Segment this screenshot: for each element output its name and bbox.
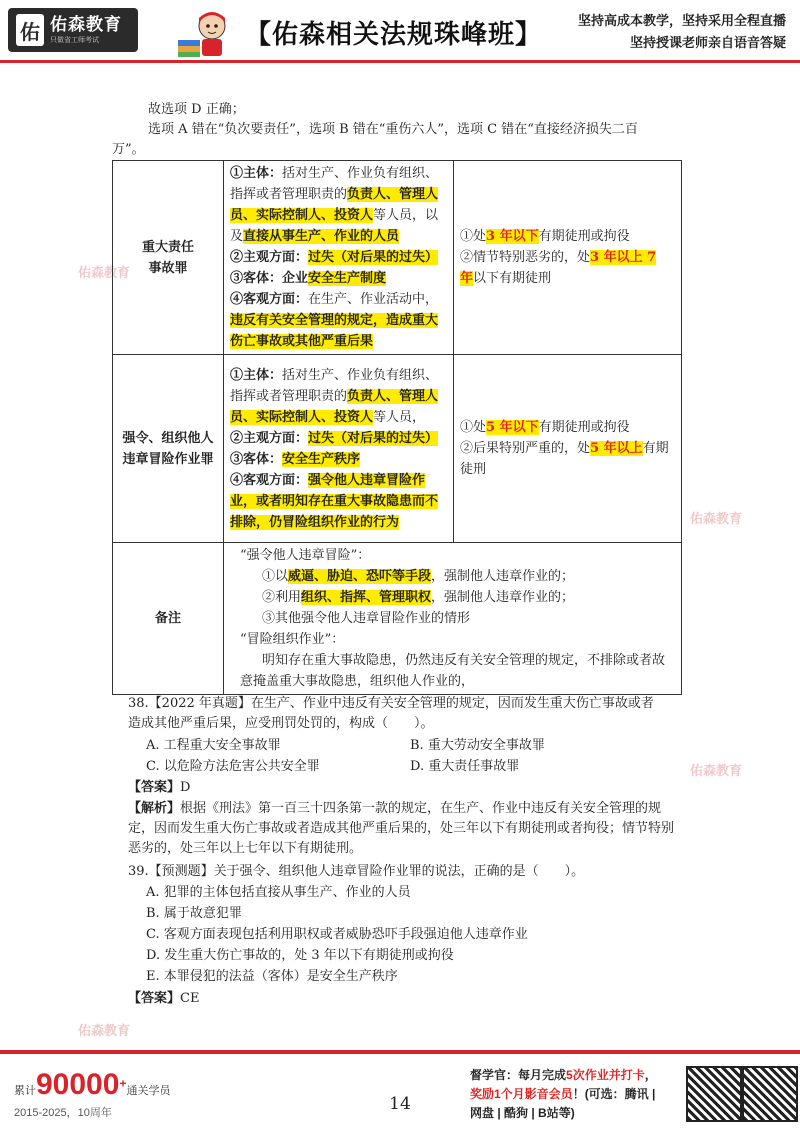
q38-stem-line-1: 38.【2022 年真题】在生产、作业中违反有关安全管理的规定，因而发生重大伤亡事故或者 — [128, 696, 654, 711]
graduate-count: 90000 — [36, 1068, 120, 1101]
constituent-elements-cell: ①主体：括对生产、作业负有组织、指挥或者管理职责的负责人、管理人员、实际控制人、投资人等人员，以及直接从事生产、作业的人员 ②主观方面：过失（对后果的过失） ③客体：企业安全生产制度 ④客观方面：在生产、作业活动中，违反有关安全管理的规定，造成重大伤亡事故或其他严重后果 — [224, 161, 454, 355]
header-divider — [0, 60, 800, 63]
q39-stem: 39.【预测题】关于强令、组织他人违章冒险作业罪的说法，正确的是（ ）。 — [128, 864, 585, 879]
mascot-illustration — [174, 6, 230, 58]
q39-option-c: C. 客观方面表现包括利用职权或者威胁恐吓手段强迫他人违章作业 — [146, 927, 528, 942]
penalty-cell: ①处3 年以下有期徒刑或拘役 ②情节特别恶劣的，处3 年以上 7 年以下有期徒刑 — [454, 161, 682, 355]
crime-name-cell — [113, 161, 224, 355]
page-number: 14 — [389, 1094, 411, 1114]
note-content-cell: “强令他人违章冒险”： ①以威逼、胁迫、恐吓等手段，强制他人违章作业的； ②利用组织、指挥、管理职权，强制他人违章作业的； ③其他强令他人违章冒险作业的情形 “冒险组织作业”： 明知存在重大事故隐患，仍然违反有关安全管理的规定，不排除或者故意掩盖重大事故隐患，组织他人作业的， — [224, 543, 682, 695]
footer-divider — [0, 1050, 800, 1054]
header-slogan — [578, 10, 786, 54]
table-row — [113, 355, 682, 543]
q38-answer: 【答案】D — [128, 780, 191, 795]
q39-option-e: E. 本罪侵犯的法益（客体）是安全生产秩序 — [146, 969, 398, 984]
qr-code-icon — [686, 1066, 742, 1122]
table-row — [113, 161, 682, 355]
table-row — [113, 543, 682, 695]
qr-code-icon — [742, 1066, 798, 1122]
q38-stem-line-2: 造成其他严重后果，应受刑罚处罚的，构成（ ）。 — [128, 716, 434, 731]
years-text: 2015-2025，10周年 — [14, 1107, 112, 1119]
q39-answer: 【答案】CE — [128, 991, 200, 1006]
q38-analysis: 【解析】根据《刑法》第一百三十四条第一款的规定，在生产、作业中违反有关安全管理的规定，因而发生重大伤亡事故或者造成其他严重后果的，处三年以下有期徒刑或者拘役；情节特别恶劣的，处三年以上七年以下有期徒刑。 — [128, 801, 675, 856]
constituent-elements-cell: ①主体：括对生产、作业负有组织、指挥或者管理职责的负责人、管理人员、实际控制人、投资人等人员， ②主观方面：过失（对后果的过失） ③客体：安全生产秩序 ④客观方面：强令他人违章冒险作业，或者明知存在重大事故隐患而不排除，仍冒险组织作业的行为 — [224, 355, 454, 543]
q39-option-b: B. 属于故意犯罪 — [146, 906, 242, 921]
intro-line-3: 万”。 — [112, 142, 145, 157]
slogan-line-1: 坚持高成本教学，坚持采用全程直播 — [577, 13, 786, 28]
logo-mark: 佑 — [16, 14, 44, 46]
page-header — [0, 0, 800, 64]
q38-option-c: C. 以危险方法危害公共安全罪 — [146, 759, 320, 774]
q39-option-d: D. 发生重大伤亡事故的，处 3 年以下有期徒刑或拘役 — [146, 948, 454, 963]
q38-option-a: A. 工程重大安全事故罪 — [146, 738, 281, 753]
promo-text: 督学官：每月完成5次作业并打卡， 奖励1个月影音会员！(可选：腾讯 | 网盘 | 酷狗 | B站等) — [470, 1068, 657, 1120]
note-label-cell: 备注 — [113, 543, 224, 695]
watermark: 佑森教育 — [78, 1023, 131, 1038]
slogan-line-2: 坚持授课老师亲自语音答疑 — [629, 35, 786, 50]
intro-line-1: 故选项 D 正确； — [148, 102, 245, 117]
logo-name: 佑森教育 — [50, 15, 122, 34]
crime-comparison-table — [112, 160, 682, 695]
crime-name-cell: 强令、组织他人违章冒险作业罪 — [113, 355, 224, 543]
q38-option-d: D. 重大责任事故罪 — [410, 759, 520, 774]
q39-option-a: A. 犯罪的主体包括直接从事生产、作业的人员 — [146, 885, 411, 900]
page-title: 【佑森相关法规珠峰班】 — [245, 19, 543, 49]
brand-logo — [8, 8, 138, 52]
graduate-counter: 累计90000+通关学员 2015-2025，10周年 — [14, 1068, 171, 1119]
watermark: 佑森教育 — [690, 511, 743, 526]
crime-name-line: 事故罪 — [148, 260, 188, 276]
watermark: 佑森教育 — [78, 265, 131, 280]
watermark: 佑森教育 — [690, 763, 743, 778]
intro-line-2: 选项 A 错在“负次要责任”，选项 B 错在“重伤六人”，选项 C 错在“直接经济损失二百 — [148, 122, 638, 137]
logo-subtitle: 只做省工师考试 — [50, 37, 99, 44]
q38-option-b: B. 重大劳动安全事故罪 — [410, 738, 545, 753]
penalty-cell: ①处5 年以下有期徒刑或拘役 ②后果特别严重的，处5 年以上有期徒刑 — [454, 355, 682, 543]
crime-name-line: 重大责任 — [141, 239, 194, 255]
